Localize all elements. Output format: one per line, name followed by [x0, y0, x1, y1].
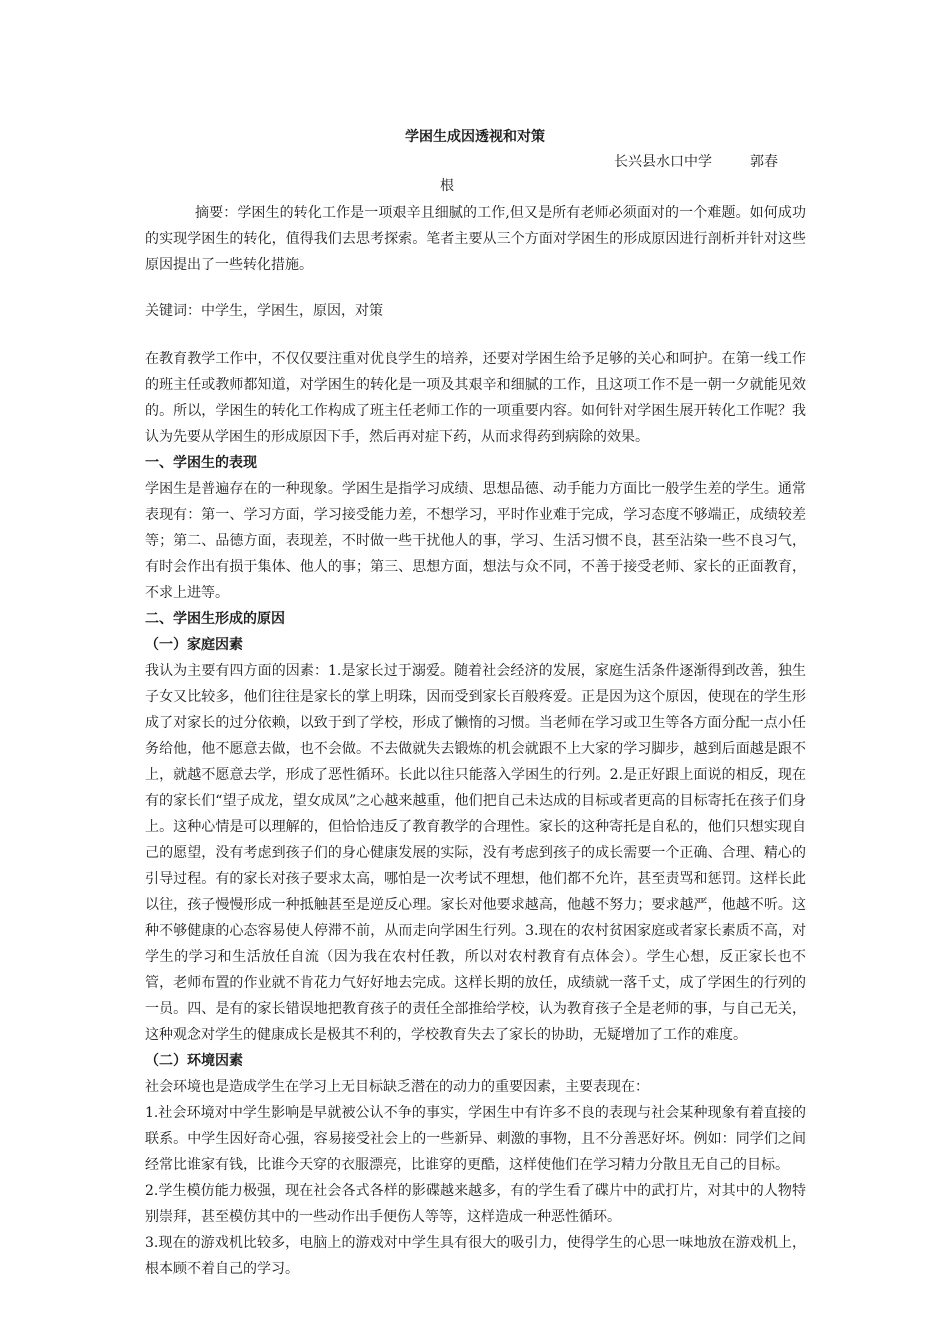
author-school: 长兴县水口中学	[614, 154, 712, 170]
list-item-3: 3.现在的游戏机比较多，电脑上的游戏对中学生具有很大的吸引力，使得学生的心思一味地放在游戏机上，根本顾不着自己的学习。	[145, 1235, 806, 1277]
list-item-1: 1.社会环境对中学生影响是早就被公认不争的事实，学困生中有许多不良的表现与社会某种现象有着直接的联系。中学生因好奇心强，容易接受社会上的一些新异、刺激的事物，且不分善恶好坏。例如：同学们之间经常比谁家有钱，比谁今天穿的衣服漂亮，比谁穿的更酷，这样使他们在学习精力分散且无自己的目标。	[145, 1105, 806, 1173]
author-line	[614, 152, 778, 172]
main-body	[145, 346, 806, 1282]
document-title: 学困生成因透视和对策	[405, 129, 545, 145]
subsection1-paragraph: 我认为主要有四方面的因素：1.是家长过于溺爱。随着社会经济的发展，家庭生活条件逐渐得到改善，独生子女又比较多，他们往往是家长的掌上明珠，因而受到家长百般疼爱。正是因为这个原因，使现在的学生形成了对家长的过分依赖，以致于到了学校，形成了懒惰的习惯。当老师在学习或卫生等各方面分配一点小任务给他，他不愿意去做，也不会做。不去做就失去锻炼的机会就跟不上大家的学习脚步，越到后面越是跟不上，就越不愿意去学，形成了恶性循环。长此以往只能落入学困生的行列。2.是正好跟上面说的相反，现在有的家长们“望子成龙，望女成凤”之心越来越重，他们把自己未达成的目标或者更高的目标寄托在孩子们身上。这种心情是可以理解的，但恰恰违反了教育教学的合理性。家长的这种寄托是自私的，他们只想实现自己的愿望，没有考虑到孩子们的身心健康发展的实际，没有考虑到孩子的成长需要一个正确、合理、精心的引导过程。有的家长对孩子要求太高，哪怕是一次考试不理想，他们都不允许，甚至责骂和惩罚。这样长此以往，孩子慢慢形成一种抵触甚至是逆反心理。家长对他要求越高，他越不努力；要求越严，他越不听。这种不够健康的心态容易使人停滞不前，从而走向学困生行列。3.现在的农村贫困家庭或者家长素质不高，对学生的学习和生活放任自流（因为我在农村任教，所以对农村教育有点体会）。学生心想，反正家长也不管，老师布置的作业就不肯花力气好好地去完成。这样长期的放任，成绩就一落千丈，成了学困生的行列的一员。四、是有的家长错误地把教育孩子的责任全部推给学校，认为教育孩子全是老师的事，与自己无关，这种观念对学生的健康成长是极其不利的，学校教育失去了家长的协助，无疑增加了工作的难度。	[145, 663, 806, 1043]
author-name: 郭春	[750, 154, 778, 170]
list-item-2: 2.学生模仿能力极强，现在社会各式各样的影碟越来越多，有的学生看了碟片中的武打片，对其中的人物特别崇拜，甚至模仿其中的一些动作出手便伤人等等，这样造成一种恶性循环。	[145, 1183, 806, 1225]
subsection1-heading: （一）家庭因素	[145, 637, 243, 653]
abstract-paragraph: 摘要：学困生的转化工作是一项艰辛且细腻的工作,但又是所有老师必须面对的一个难题。如何成功的实现学困生的转化，值得我们去思考探索。笔者主要从三个方面对学困生的形成原因进行剖析并针对这些原因提出了一些转化措施。	[145, 205, 806, 273]
section2-heading: 二、学困生形成的原因	[145, 611, 285, 627]
abstract-block	[145, 200, 806, 278]
keywords-line: 关键词：中学生，学困生，原因，对策	[145, 303, 383, 319]
author-name-continued: 根	[440, 178, 454, 194]
section1-heading: 一、学困生的表现	[145, 455, 257, 471]
section1-paragraph: 学困生是普遍存在的一种现象。学困生是指学习成绩、思想品德、动手能力方面比一般学生差的学生。通常表现有：第一、学习方面，学习接受能力差，不想学习，平时作业难于完成，学习态度不够端正，成绩较差等；第二、品德方面，表现差，不时做一些干扰他人的事，学习、生活习惯不良，甚至沾染一些不良习气，有时会作出有损于集体、他人的事；第三、思想方面，想法与众不同，不善于接受老师、家长的正面教育，不求上进等。	[145, 481, 806, 601]
intro-paragraph: 在教育教学工作中，不仅仅要注重对优良学生的培养，还要对学困生给予足够的关心和呵护。在第一线工作的班主任或教师都知道，对学困生的转化是一项及其艰辛和细腻的工作，且这项工作不是一朝一夕就能见效的。所以，学困生的转化工作构成了班主任老师工作的一项重要内容。如何针对学困生展开转化工作呢？我认为先要从学困生的形成原因下手，然后再对症下药，从而求得药到病除的效果。	[145, 351, 806, 445]
keywords-block	[145, 298, 806, 324]
subsection2-intro: 社会环境也是造成学生在学习上无目标缺乏潜在的动力的重要因素，主要表现在：	[145, 1079, 649, 1095]
subsection2-heading: （二）环境因素	[145, 1053, 243, 1069]
